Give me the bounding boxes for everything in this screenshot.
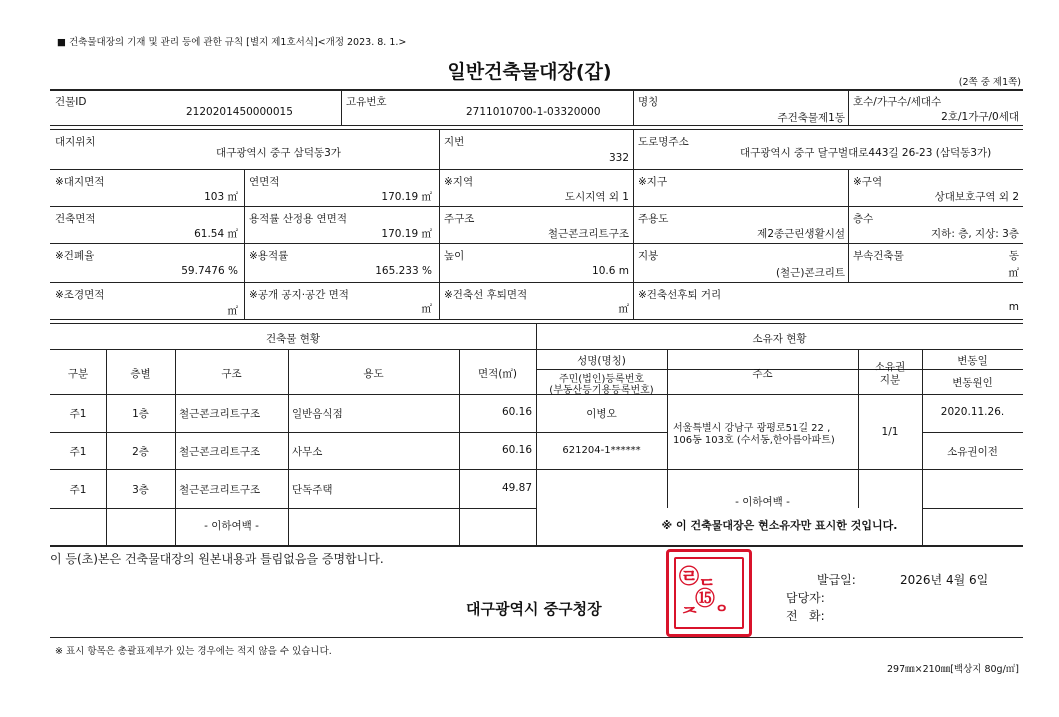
landscape-label: ※조경면적 <box>55 289 105 301</box>
site-label: 대지위치 <box>55 136 96 148</box>
divider <box>50 432 536 433</box>
far-value: 165.233 % <box>375 265 432 277</box>
divider <box>536 432 667 433</box>
units-label: 호수/가구수/세대수 <box>853 96 942 108</box>
col-structure: 구조 <box>221 368 242 380</box>
divider <box>633 169 634 319</box>
building-id-value: 2120201450000015 <box>186 106 293 118</box>
divider <box>50 169 1023 170</box>
floors-value: 지하: 층, 지상: 3층 <box>931 228 1019 240</box>
divider <box>439 169 440 319</box>
col-share-line1: 소유권 <box>874 361 906 373</box>
height-value: 10.6 m <box>592 265 629 277</box>
change-reason: 소유권이전 <box>947 446 998 458</box>
row-area: 60.16 <box>501 444 532 456</box>
col-share-line2: 지분 <box>879 374 901 386</box>
divider <box>244 169 245 319</box>
divider <box>848 89 849 125</box>
col-change-date: 변동일 <box>957 355 988 367</box>
lot-label: 지번 <box>444 136 465 148</box>
divider <box>50 125 1023 126</box>
units-value: 2호/1가구/0세대 <box>941 111 1019 123</box>
area-value: 상대보호구역 외 2 <box>934 191 1019 203</box>
owner-share: 1/1 <box>881 426 899 438</box>
issue-date-label: 발급일: <box>817 573 856 587</box>
row-structure: 철근콘크리트구조 <box>179 446 261 458</box>
land-area-label: ※대지면적 <box>55 176 105 188</box>
row-use: 단독주택 <box>292 484 333 496</box>
setback-area-value: ㎡ <box>618 303 629 315</box>
roof-label: 지붕 <box>638 250 659 262</box>
main-use-label: 주용도 <box>638 213 669 225</box>
row-division: 주1 <box>69 484 87 496</box>
height-label: 높이 <box>444 250 465 262</box>
row-structure: 철근콘크리트구조 <box>179 484 261 496</box>
change-date: 2020.11.26. <box>940 406 1005 418</box>
setback-distance-value: m <box>1008 301 1019 313</box>
footer-divider <box>50 637 1023 638</box>
officer-label: 담당자: <box>786 591 825 605</box>
col-change-reason: 변동원인 <box>952 377 993 389</box>
setback-area-label: ※건축선 후퇴면적 <box>444 289 528 301</box>
owner-id: 621204-1****** <box>562 445 641 456</box>
col-owner-name: 성명(명칭) <box>577 355 626 367</box>
row-floor: 3층 <box>132 484 149 496</box>
row-area: 60.16 <box>501 406 532 418</box>
col-owner-address: 주소 <box>752 368 773 380</box>
page-info: (2쪽 중 제1쪽) <box>958 77 1021 88</box>
total-area-label: 연면적 <box>249 176 280 188</box>
annex-label: 부속건축물 <box>853 250 904 262</box>
name-value: 주건축물제1동 <box>777 112 845 124</box>
divider <box>341 89 342 125</box>
divider <box>50 206 1023 207</box>
divider <box>848 169 849 282</box>
row-floor: 2층 <box>132 446 149 458</box>
row-structure: 철근콘크리트구조 <box>179 408 261 420</box>
site-value: 대구광역시 중구 삼덕동3가 <box>216 147 341 159</box>
annex-area: ㎡ <box>1008 267 1019 279</box>
col-use: 용도 <box>363 368 384 380</box>
row-use: 사무소 <box>292 446 323 458</box>
footer-note: ※ 표시 항목은 총괄표제부가 있는 경우에는 적지 않을 수 있습니다. <box>55 646 332 657</box>
road-address-value: 대구광역시 중구 달구벌대로443길 26-23 (삼덕동3가) <box>740 147 992 159</box>
road-address-label: 도로명주소 <box>638 136 689 148</box>
roof-value: (철근)콘크리트 <box>775 267 845 279</box>
owner-blank-note: - 이하여백 - <box>735 496 790 508</box>
district-label: ※지구 <box>638 176 668 188</box>
land-area-value: 103 ㎡ <box>204 191 238 203</box>
divider <box>922 369 1023 370</box>
col-owner-id-line1: 주민(법인)등록번호 <box>558 374 645 385</box>
row-division: 주1 <box>69 446 87 458</box>
paper-spec: 297㎜×210㎜[백상지 80g/㎡] <box>886 664 1019 675</box>
annex-count: 동 <box>1008 250 1019 262</box>
open-space-value: ㎡ <box>421 303 432 315</box>
divider <box>633 89 634 125</box>
divider <box>50 243 1023 244</box>
row-floor: 1층 <box>132 408 149 420</box>
col-division: 구분 <box>67 368 89 380</box>
far-area-value: 170.19 ㎡ <box>381 228 432 240</box>
certification-statement: 이 등(초)본은 건축물대장의 원본내용과 틀림없음을 증명합니다. <box>50 552 384 566</box>
unique-no-value: 2711010700-1-03320000 <box>466 106 601 118</box>
divider <box>633 129 634 169</box>
table-top-border <box>50 89 1023 91</box>
row-division: 주1 <box>69 408 87 420</box>
main-use-value: 제2종근린생활시설 <box>757 228 845 240</box>
structure-value: 철근콘크리트구조 <box>547 228 629 240</box>
name-label: 명칭 <box>638 96 659 108</box>
divider <box>50 319 1023 320</box>
row-use: 일반음식점 <box>292 408 343 420</box>
far-label: ※용적률 <box>249 250 289 262</box>
issuer-name: 대구광역시 중구청장 <box>466 600 602 618</box>
divider <box>50 508 536 509</box>
floors-label: 층수 <box>853 213 874 225</box>
issue-date: 2026년 4월 6일 <box>900 573 989 587</box>
document-title: 일반건축물대장(갑) <box>447 61 612 83</box>
area-label: ※구역 <box>853 176 883 188</box>
zone-label: ※지역 <box>444 176 474 188</box>
owner-name: 이병오 <box>586 408 617 420</box>
owner-address-line1: 서울특별시 강남구 광평로51길 22 , <box>673 423 831 434</box>
row-area: 49.87 <box>501 482 532 494</box>
far-area-label: 용적률 산정용 연면적 <box>249 213 347 225</box>
open-space-label: ※공개 공지·공간 면적 <box>249 289 349 301</box>
landscape-value: ㎡ <box>227 305 238 317</box>
building-area-label: 건축면적 <box>55 213 96 225</box>
lot-value: 332 <box>608 152 629 164</box>
divider <box>922 432 1023 433</box>
col-owner-id-line2: (부동산등기용등록번호) <box>549 385 654 396</box>
building-area-value: 61.54 ㎡ <box>194 228 238 240</box>
building-blank-note: - 이하여백 - <box>204 520 259 532</box>
divider <box>50 545 1023 547</box>
setback-distance-label: ※건축선후퇴 거리 <box>638 289 722 301</box>
phone-label: 전 화: <box>786 609 825 623</box>
divider <box>439 129 440 169</box>
official-seal: ㉣ᆮ ⑮ ᄋ ᄌ <box>666 549 752 637</box>
total-area-value: 170.19 ㎡ <box>381 191 432 203</box>
bcr-value: 59.7476 % <box>181 265 238 277</box>
regulation-text: ■ 건축물대장의 기재 및 관리 등에 관한 규칙 [별지 제1호서식]<개정 2023. 8. 1.> <box>57 37 407 48</box>
col-floor: 층별 <box>130 368 151 380</box>
owner-address-line2: 106동 103호 (수서동,한아름아파트) <box>673 435 835 446</box>
col-area: 면적(㎡) <box>478 368 517 380</box>
owner-status-title: 소유자 현황 <box>752 333 807 345</box>
building-id-label: 건물ID <box>55 96 87 108</box>
owner-notice: ※ 이 건축물대장은 현소유자만 표시한 것입니다. <box>661 519 898 532</box>
structure-label: 주구조 <box>444 213 475 225</box>
divider <box>50 129 1023 130</box>
zone-value: 도시지역 외 1 <box>564 191 629 203</box>
divider <box>50 282 1023 283</box>
building-status-title: 건축물 현황 <box>265 333 321 345</box>
unique-no-label: 고유번호 <box>346 96 387 108</box>
bcr-label: ※건폐율 <box>55 250 95 262</box>
divider <box>922 508 1023 509</box>
